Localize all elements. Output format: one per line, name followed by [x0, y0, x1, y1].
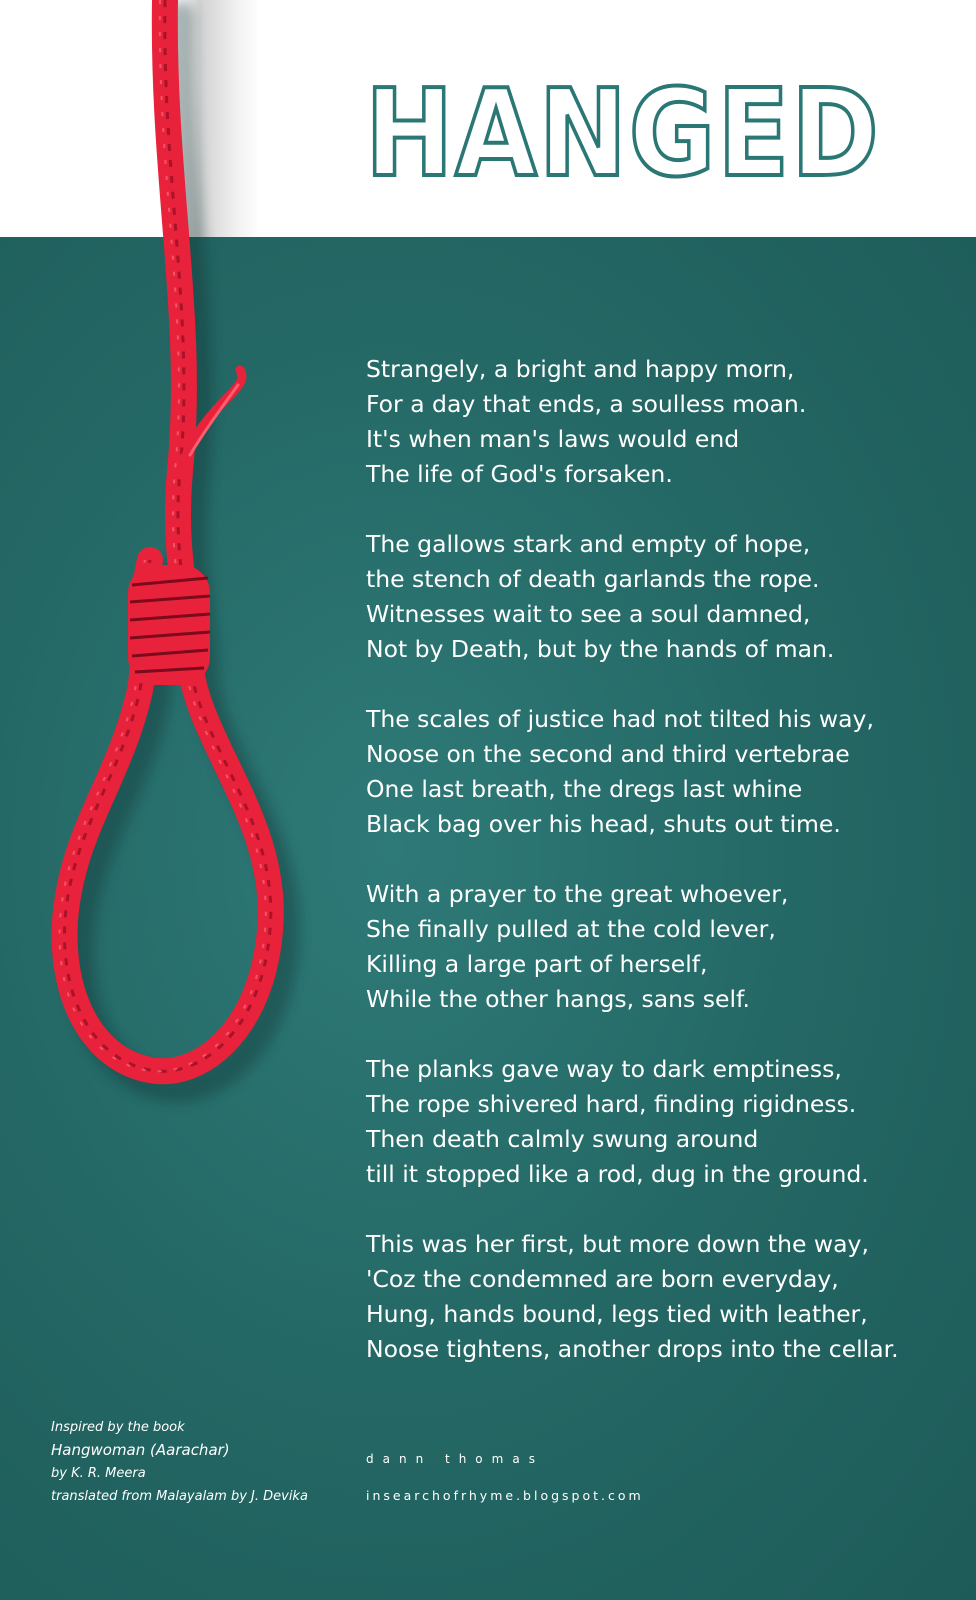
- credits-book-title: Hangwoman (Aarachar): [51, 1441, 230, 1459]
- poem-line: It's when man's laws would end: [366, 425, 740, 453]
- poem-line: till it stopped like a rod, dug in the ground.: [366, 1160, 869, 1188]
- poem-line: Noose tightens, another drops into the cellar.: [366, 1335, 899, 1363]
- poem-line: For a day that ends, a soulless moan.: [366, 390, 807, 418]
- poem-line: Then death calmly swung around: [366, 1125, 759, 1153]
- stanza-6: [366, 1227, 956, 1367]
- stanza-3: [366, 702, 956, 842]
- book-credits: [51, 1416, 308, 1508]
- blog-url: insearchofrhyme.blogspot.com: [366, 1488, 644, 1503]
- poem-body: [366, 352, 956, 1402]
- poem-line: The gallows stark and empty of hope,: [366, 530, 811, 558]
- poem-line: She finally pulled at the cold lever,: [366, 915, 776, 943]
- poem-line: Witnesses wait to see a soul damned,: [366, 600, 811, 628]
- poem-line: This was her first, but more down the way,: [366, 1230, 869, 1258]
- red-noose-rope-illustration: [40, 0, 320, 1140]
- poem-line: the stench of death garlands the rope.: [366, 565, 820, 593]
- credits-translator: translated from Malayalam by J. Devika: [51, 1489, 308, 1504]
- poem-line: 'Coz the condemned are born everyday,: [366, 1265, 839, 1293]
- stanza-5: [366, 1052, 956, 1192]
- poem-line: With a prayer to the great whoever,: [366, 880, 789, 908]
- poem-line: One last breath, the dregs last whine: [366, 775, 803, 803]
- poem-line: Strangely, a bright and happy morn,: [366, 355, 795, 383]
- stanza-1: [366, 352, 956, 492]
- poem-line: Hung, hands bound, legs tied with leather,: [366, 1300, 868, 1328]
- stanza-2: [366, 527, 956, 667]
- poem-line: Noose on the second and third vertebrae: [366, 740, 850, 768]
- poem-line: The scales of justice had not tilted his way,: [366, 705, 874, 733]
- poem-line: The rope shivered hard, finding rigidness.: [366, 1090, 857, 1118]
- credits-author: by K. R. Meera: [51, 1466, 146, 1481]
- poem-line: Killing a large part of herself,: [366, 950, 708, 978]
- stanza-4: [366, 877, 956, 1017]
- poem-line: The planks gave way to dark emptiness,: [366, 1055, 842, 1083]
- poem-line: Not by Death, but by the hands of man.: [366, 635, 835, 663]
- poem-title: HANGED: [365, 65, 881, 204]
- poem-line: While the other hangs, sans self.: [366, 985, 751, 1013]
- poem-line: Black bag over his head, shuts out time.: [366, 810, 841, 838]
- credits-inspired: Inspired by the book: [51, 1420, 185, 1435]
- poem-line: The life of God's forsaken.: [366, 460, 673, 488]
- poet-name: dann thomas: [366, 1452, 544, 1466]
- noose-knot: [128, 565, 210, 685]
